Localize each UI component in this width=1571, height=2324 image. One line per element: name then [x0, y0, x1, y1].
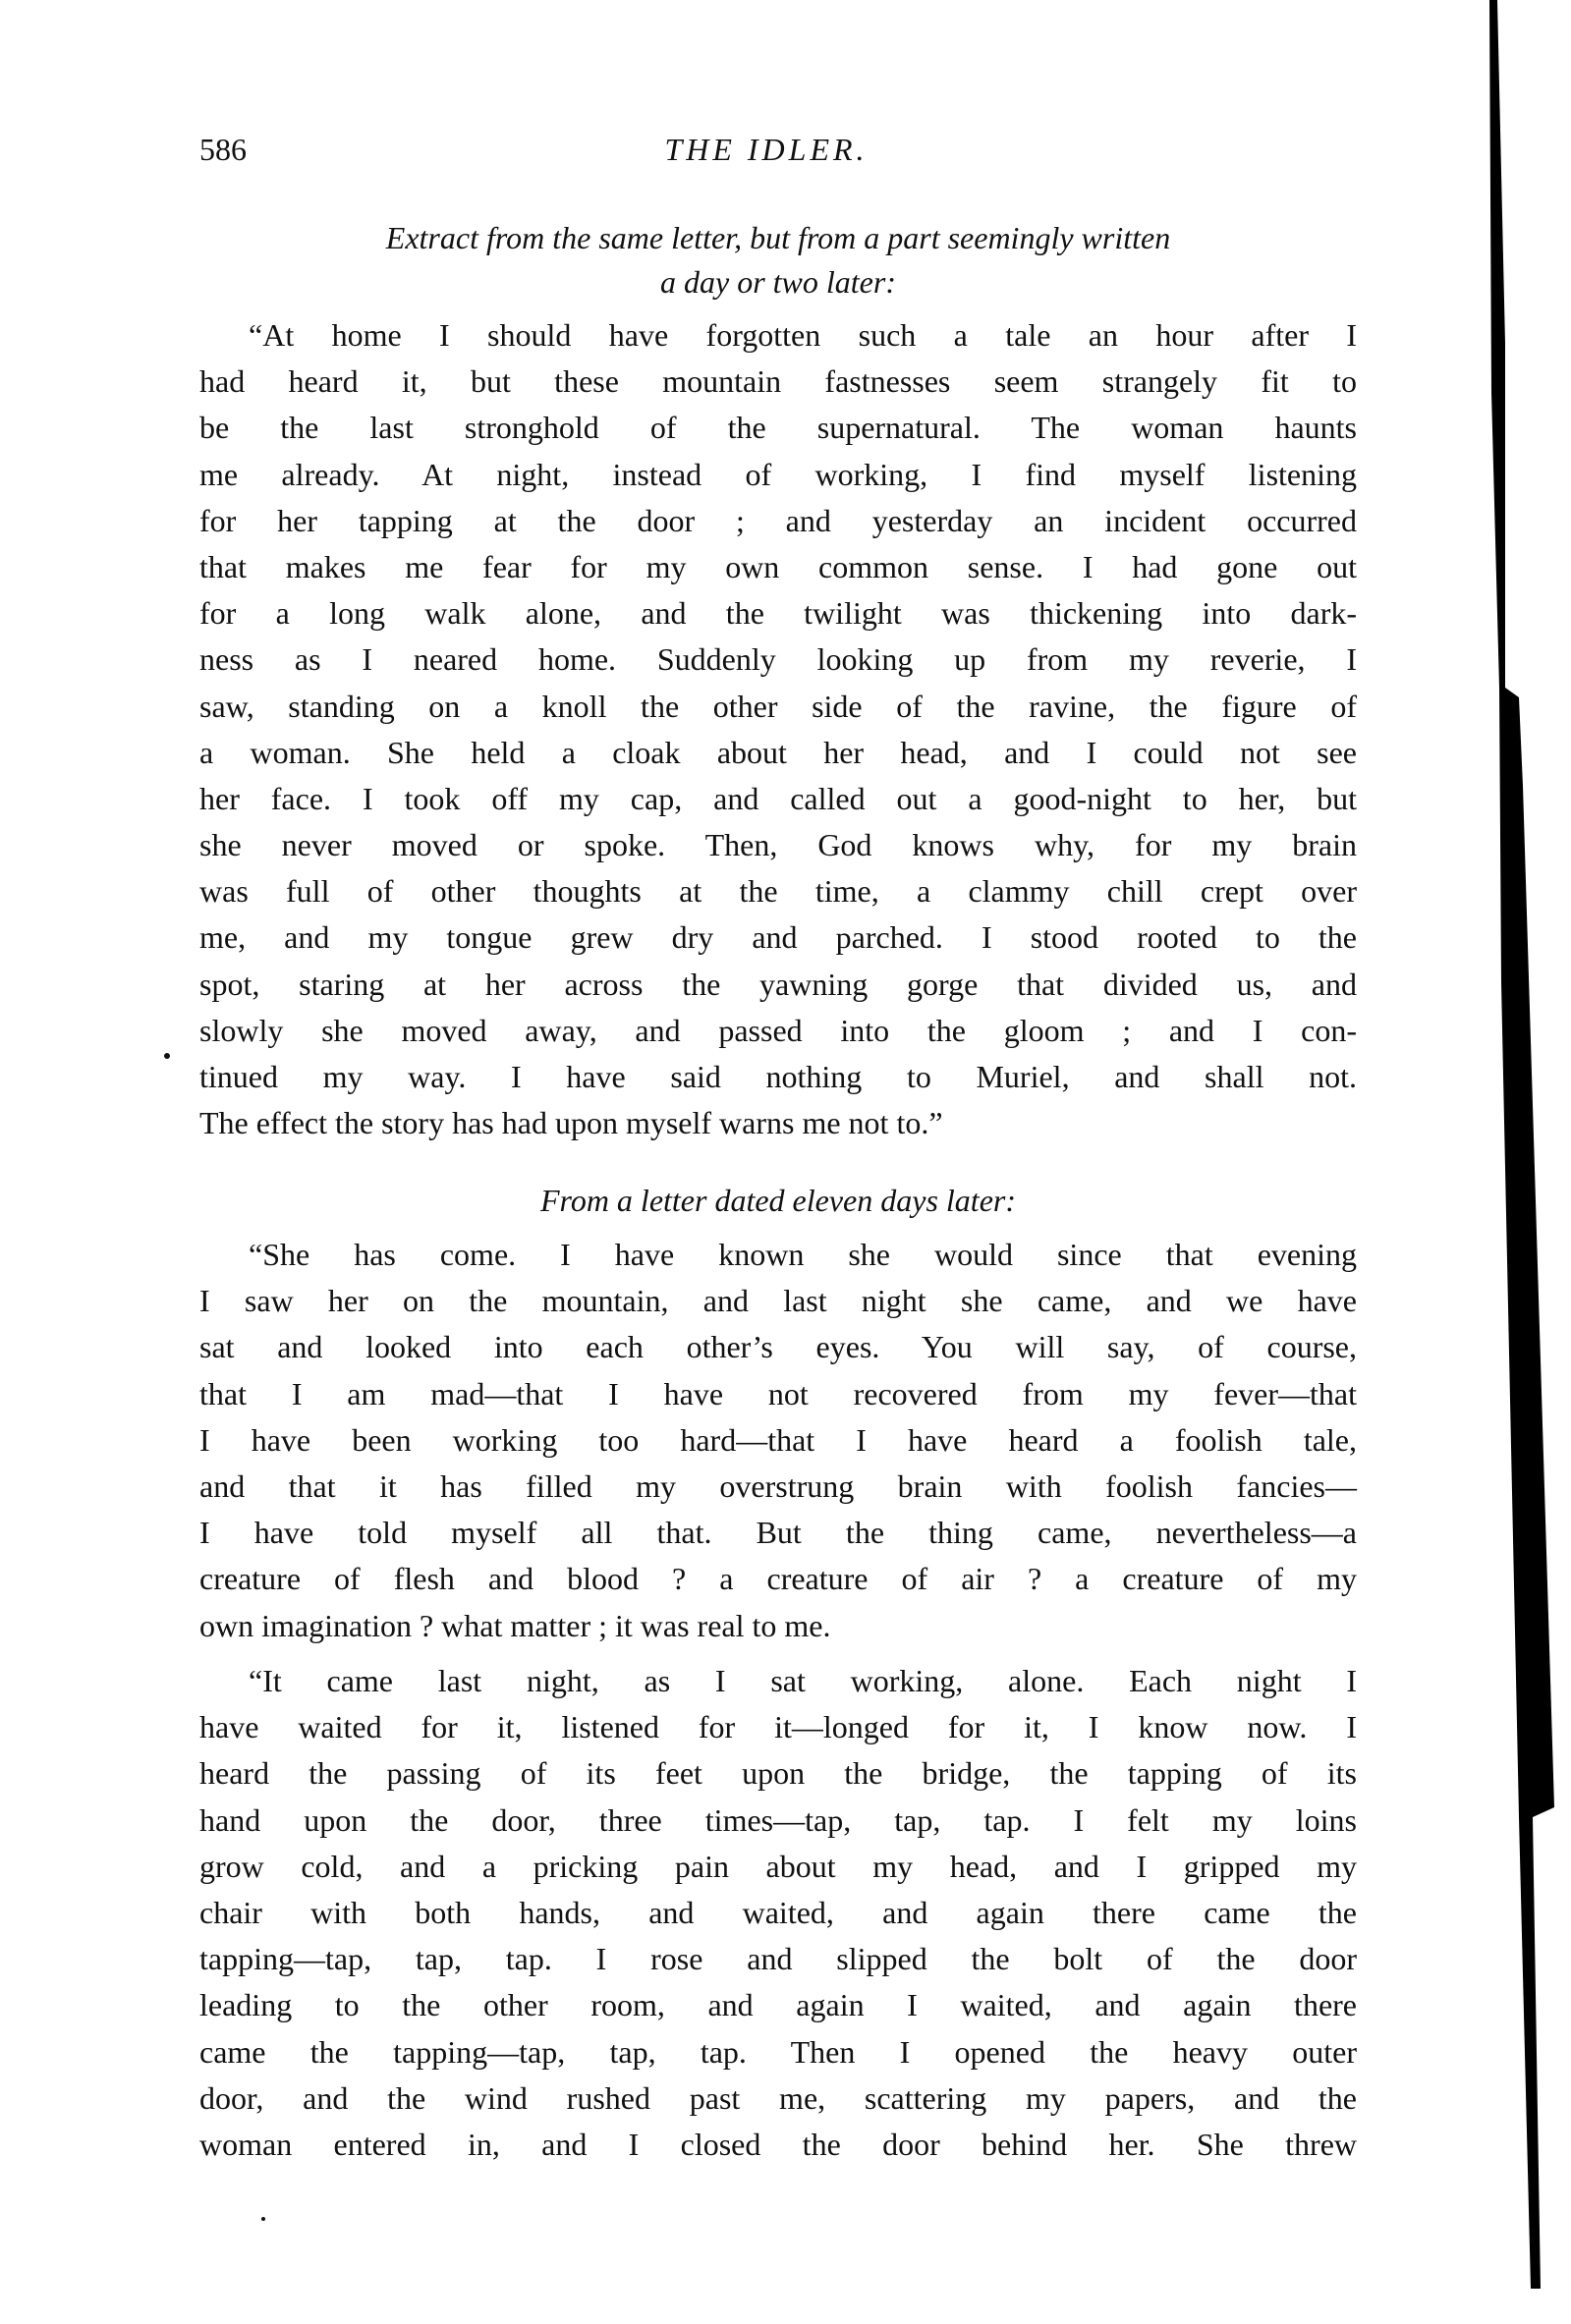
text-line: I have told myself all that. But the thing came, nevertheless—a [199, 1515, 1357, 1551]
text-line: tinued my way. I have said nothing to Muriel, and shall not. [199, 1059, 1357, 1094]
text-line: me, and my tongue grew dry and parched. I stood rooted to the [199, 919, 1357, 956]
text-line: that I am mad—that I have not recovered from my fever—that [199, 1375, 1357, 1411]
text-line: for her tapping at the door ; and yesterday an incident occurred [199, 502, 1357, 538]
heading-line: Extract from the same letter, but from a part seemingly written [385, 220, 1171, 255]
text-line: ness as I neared home. Suddenly looking up from my reverie, I [199, 641, 1357, 678]
text-line: have waited for it, listened for it—longed for it, I know now. I [199, 1709, 1357, 1745]
text-line: grow cold, and a pricking pain about my head, and I gripped my [199, 1848, 1357, 1884]
running-title: THE IDLER. [664, 132, 869, 167]
text-line: “At home I should have forgotten such a tale an hour after I [249, 317, 1357, 353]
page-number: 586 [199, 132, 247, 167]
scan-speck [164, 1053, 170, 1059]
text-line: “She has come. I have known she would since that evening [249, 1237, 1357, 1272]
text-line: that makes me fear for my own common sense. I had gone out [199, 548, 1357, 584]
text-line: a woman. She held a cloak about her head, and I could not see [199, 734, 1357, 770]
text-line: slowly she moved away, and passed into the gloom ; and I con- [199, 1012, 1357, 1048]
text-line: sat and looked into each other’s eyes. You will say, of course, [199, 1329, 1357, 1365]
scan-speck [261, 2217, 265, 2221]
text-line: came the tapping—tap, tap, tap. Then I opened the heavy outer [199, 2033, 1357, 2070]
text-line: own imagination ? what matter ; it was real to me. [199, 1607, 831, 1643]
text-line: chair with both hands, and waited, and again there came the [199, 1894, 1357, 1930]
text-line: hand upon the door, three times—tap, tap, tap. I felt my loins [199, 1801, 1357, 1838]
text-line: she never moved or spoke. Then, God knows why, for my brain [199, 827, 1357, 863]
text-line: was full of other thoughts at the time, a clammy chill crept over [199, 873, 1357, 910]
text-line: The effect the story has had upon myself warns me not to.” [199, 1105, 943, 1141]
text-line: her face. I took off my cap, and called out a good-night to her, but [199, 780, 1357, 816]
text-line: leading to the other room, and again I waited, and again there [199, 1987, 1357, 2023]
heading-line: a day or two later: [660, 264, 896, 300]
text-line: for a long walk alone, and the twilight was thickening into dark- [199, 595, 1357, 632]
text-line: “It came last night, as I sat working, alone. Each night I [249, 1663, 1357, 1698]
text-line: be the last stronghold of the supernatural. The woman haunts [199, 410, 1357, 446]
text-line: saw, standing on a knoll the other side of the ravine, the figure of [199, 688, 1357, 724]
heading-line: From a letter dated eleven days later: [540, 1183, 1016, 1218]
text-line: heard the passing of its feet upon the bridge, the tapping of its [199, 1755, 1357, 1792]
text-line: I saw her on the mountain, and last night she came, and we have [199, 1283, 1357, 1319]
text-line: woman entered in, and I closed the door behind her. She threw [199, 2126, 1357, 2162]
text-line: tapping—tap, tap, tap. I rose and slipped the bolt of the door [199, 1941, 1357, 1977]
text-line: me already. At night, instead of working, I find myself listening [199, 456, 1357, 492]
text-line: and that it has filled my overstrung brain with foolish fancies— [199, 1467, 1357, 1504]
text-line: spot, staring at her across the yawning gorge that divided us, and [199, 966, 1357, 1002]
text-line: creature of flesh and blood ? a creature of air ? a creature of my [199, 1561, 1357, 1597]
text-line: door, and the wind rushed past me, scattering my papers, and the [199, 2079, 1357, 2116]
text-line: had heard it, but these mountain fastnesses seem strangely fit to [199, 363, 1357, 400]
text-line: I have been working too hard—that I have heard a foolish tale, [199, 1421, 1357, 1458]
